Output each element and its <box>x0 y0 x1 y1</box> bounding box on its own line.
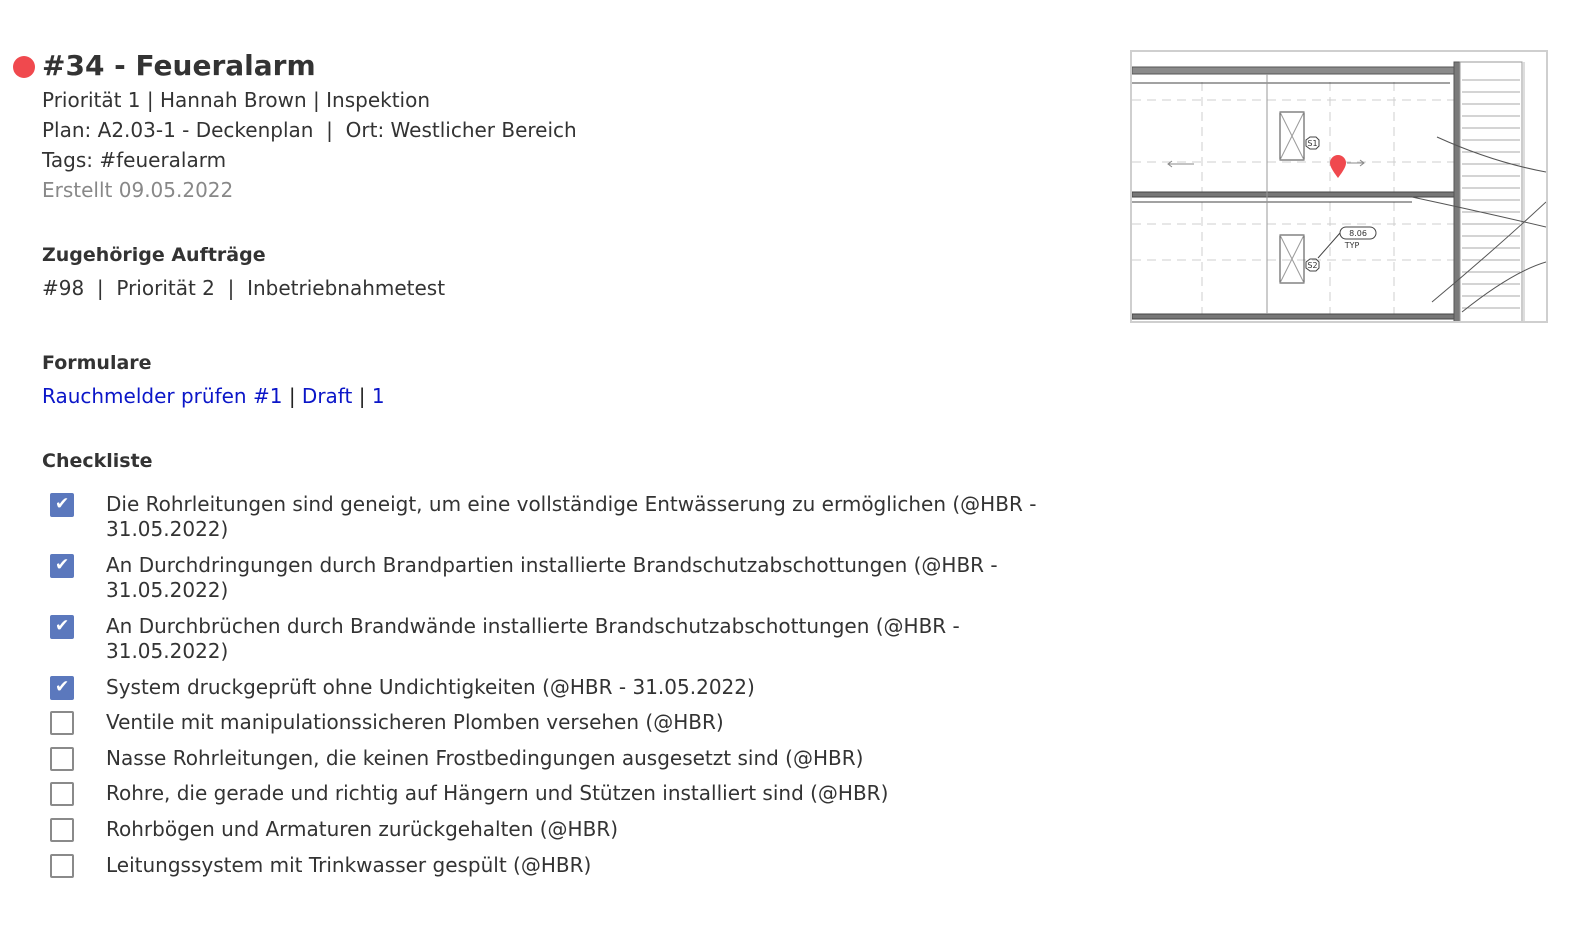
location-pin-icon <box>1330 155 1346 178</box>
plan-thumbnail[interactable] <box>1130 50 1548 323</box>
checklist-checkbox[interactable] <box>50 711 74 735</box>
checklist-item <box>42 492 1082 542</box>
checklist-item-text: Nasse Rohrleitungen, die keinen Frostbedingungen ausgesetzt sind (@HBR) <box>106 746 864 770</box>
form-entry <box>42 382 385 410</box>
checklist-checkbox[interactable] <box>50 615 74 639</box>
checklist-item <box>42 710 1082 735</box>
checklist-checkbox[interactable] <box>50 554 74 578</box>
checklist-checkbox[interactable] <box>50 854 74 878</box>
forms-heading: Formulare <box>42 352 152 374</box>
checklist-heading: Checkliste <box>42 450 153 472</box>
status-dot <box>13 56 35 78</box>
checklist-item <box>42 781 1082 806</box>
plan-label-s2: S2 <box>1307 261 1318 270</box>
checklist-checkbox[interactable] <box>50 676 74 700</box>
task-summary: Priorität 1 | Hannah Brown | Inspektion <box>42 88 431 112</box>
checklist-item-text: Die Rohrleitungen sind geneigt, um eine vollständige Entwässerung zu ermöglichen (@HBR - 31.05.2022) <box>106 492 1037 541</box>
form-separator: | <box>288 384 296 408</box>
checklist-item-text: System druckgeprüft ohne Undichtigkeiten (@HBR - 31.05.2022) <box>106 675 755 699</box>
checklist-item-text: Leitungssystem mit Trinkwasser gespült (@HBR) <box>106 853 592 877</box>
checklist-item <box>42 553 1082 603</box>
checklist-item <box>42 614 1082 664</box>
form-count-link[interactable]: 1 <box>371 384 385 408</box>
task-tags: Tags: #feueralarm <box>42 148 227 172</box>
plan-label-s1: S1 <box>1307 139 1318 148</box>
task-plan-location: Plan: A2.03-1 - Deckenplan | Ort: Westlicher Bereich <box>42 118 577 142</box>
task-created-date: Erstellt 09.05.2022 <box>42 178 234 202</box>
checklist-item-text: An Durchdringungen durch Brandpartien installierte Brandschutzabschottungen (@HBR - 31.05.2022) <box>106 553 998 602</box>
form-separator: | <box>358 384 366 408</box>
checklist-item-text: Rohrbögen und Armaturen zurückgehalten (@HBR) <box>106 817 619 841</box>
checklist-item <box>42 853 1082 878</box>
form-name-link[interactable]: Rauchmelder prüfen #1 <box>42 384 283 408</box>
checklist-item <box>42 817 1082 842</box>
task-title: #34 - Feueralarm <box>42 49 316 82</box>
checklist-item <box>42 675 1082 700</box>
checklist-item <box>42 746 1082 771</box>
plan-label-dim: 8.06 <box>1349 229 1367 238</box>
checklist-checkbox[interactable] <box>50 493 74 517</box>
form-status-link[interactable]: Draft <box>301 384 353 408</box>
checklist-checkbox[interactable] <box>50 818 74 842</box>
related-order-item[interactable]: #98 | Priorität 2 | Inbetriebnahmetest <box>42 276 446 300</box>
plan-label-typ: TYP <box>1344 241 1360 250</box>
checklist-item-text: Rohre, die gerade und richtig auf Hängern und Stützen installiert sind (@HBR) <box>106 781 889 805</box>
checklist-checkbox[interactable] <box>50 782 74 806</box>
checklist-item-text: Ventile mit manipulationssicheren Plomben versehen (@HBR) <box>106 710 724 734</box>
floor-plan-icon <box>1132 52 1546 321</box>
checklist-item-text: An Durchbrüchen durch Brandwände installierte Brandschutzabschottungen (@HBR - 31.05.2022) <box>106 614 960 663</box>
related-orders-heading: Zugehörige Aufträge <box>42 244 266 266</box>
checklist-checkbox[interactable] <box>50 747 74 771</box>
